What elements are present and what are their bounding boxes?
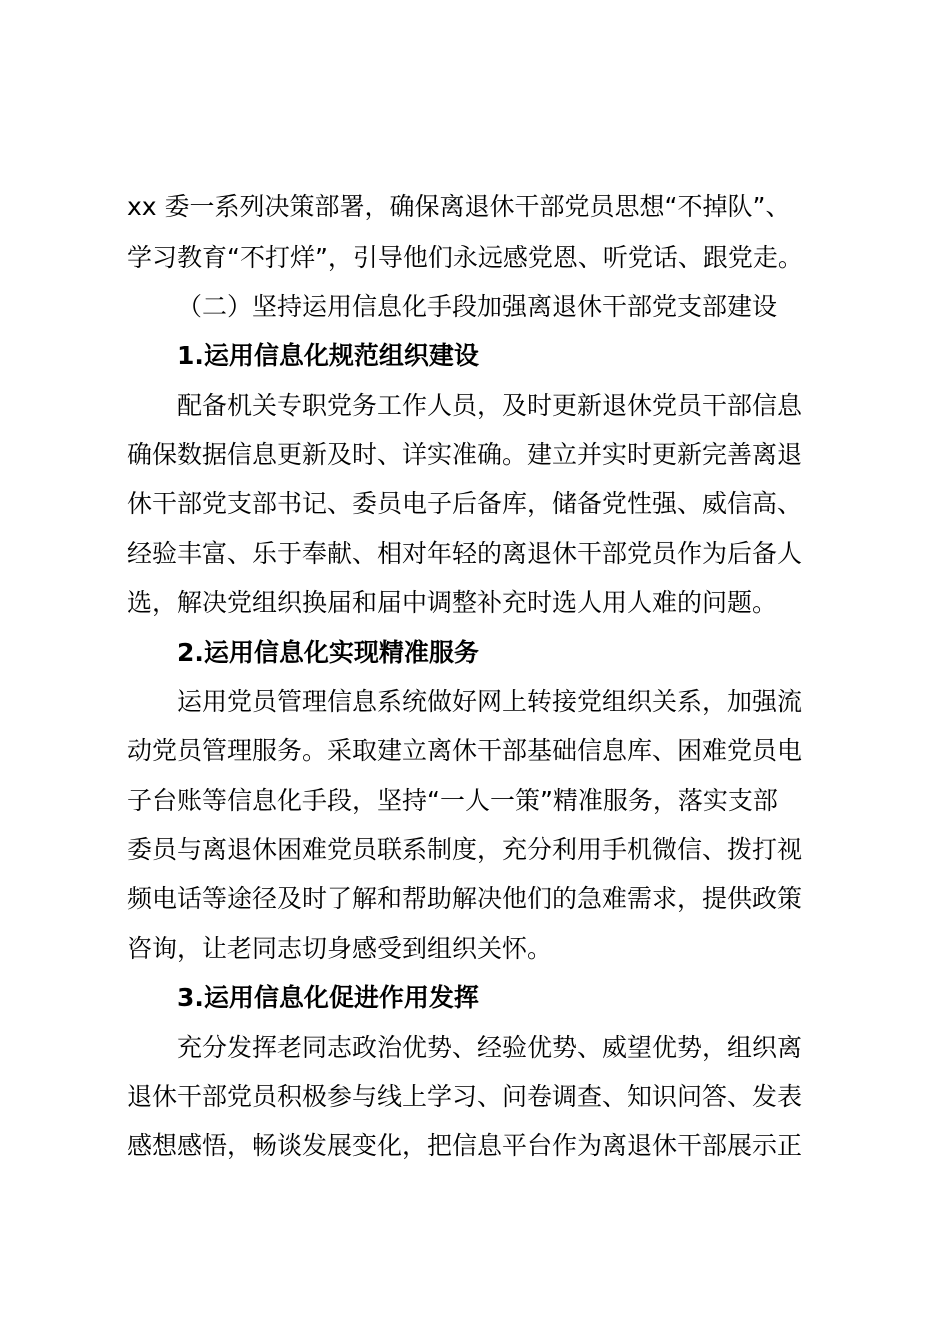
paragraph-line: 选，解决党组织换届和届中调整补充时选人用人难的问题。 — [127, 588, 778, 617]
paragraph-line: 确保数据信息更新及时、详实准确。建立并实时更新完善离退 — [127, 440, 803, 469]
paragraph-line: 子台账等信息化手段，坚持“一人一策”精准服务，落实支部 — [127, 786, 778, 815]
paragraph-line: 经验丰富、乐于奉献、相对年轻的离退休干部党员作为后备人 — [127, 539, 803, 568]
subsection-heading-3: 3.运用信息化促进作用发挥 — [177, 983, 479, 1012]
paragraph-line: 频电话等途径及时了解和帮助解决他们的急难需求，提供政策 — [127, 884, 803, 913]
section-heading: （二）坚持运用信息化手段加强离退休干部党支部建设 — [177, 292, 778, 321]
subsection-heading-2: 2.运用信息化实现精准服务 — [177, 638, 479, 667]
paragraph-line: 咨询，让老同志切身感受到组织关怀。 — [127, 934, 553, 963]
paragraph-line: 休干部党支部书记、委员电子后备库，储备党性强、威信高、 — [127, 489, 803, 518]
paragraph-line: 学习教育“不打烊”，引导他们永远感党恩、听党话、跟党走。 — [127, 243, 803, 272]
paragraph-line: 配备机关专职党务工作人员，及时更新退休党员干部信息 — [177, 391, 803, 420]
paragraph-line: 动党员管理服务。采取建立离休干部基础信息库、困难党员电 — [127, 736, 803, 765]
paragraph-line: 运用党员管理信息系统做好网上转接党组织关系，加强流 — [177, 687, 803, 716]
paragraph-line: 感想感悟，畅谈发展变化，把信息平台作为离退休干部展示正 — [127, 1131, 803, 1160]
paragraph-line: xx 委一系列决策部署，确保离退休干部党员思想“不掉队”、 — [127, 192, 791, 221]
subsection-heading-1: 1.运用信息化规范组织建设 — [177, 341, 479, 370]
paragraph-line: 充分发挥老同志政治优势、经验优势、威望优势，组织离 — [177, 1033, 803, 1062]
paragraph-line: 退休干部党员积极参与线上学习、问卷调查、知识问答、发表 — [127, 1082, 803, 1111]
paragraph-line: 委员与离退休困难党员联系制度，充分利用手机微信、拨打视 — [127, 835, 803, 864]
